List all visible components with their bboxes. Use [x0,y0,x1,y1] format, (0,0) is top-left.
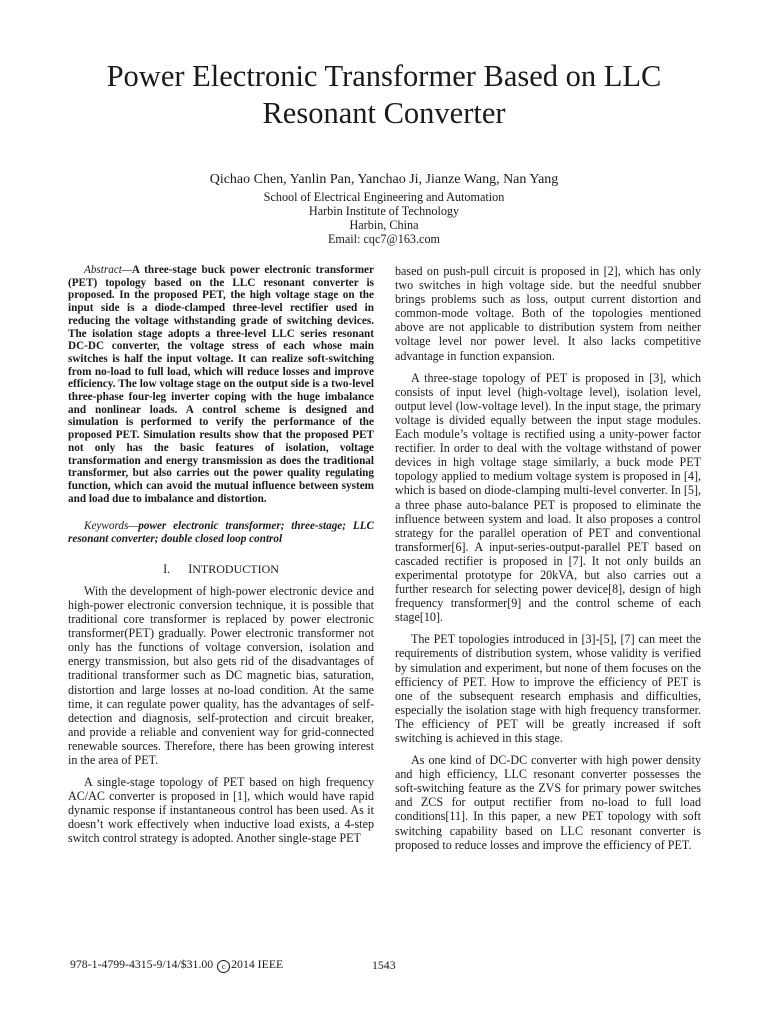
section-heading-introduction [68,562,374,576]
abstract-paragraph [68,264,374,505]
isbn-text: 978-1-4799-4315-9/14/$31.00 [70,957,214,971]
affiliation-email: Email: cqc7@163.com [327,232,441,247]
right-column [395,264,701,852]
copyright-icon: c [217,960,230,973]
title-line-1: Power Electronic Transformer Based on LLC [106,59,662,93]
keywords-lead: Keywords— [84,520,139,533]
left-column [68,264,374,846]
body-paragraph: A single-stage topology of PET based on high frequency AC/AC converter is proposed in [1], which would have rapid dynamic response if instantaneous control has been used. As it doesn’t work effectively when inductive load exists, a 4-step switch control strategy is adopted. Another single-stage PET [68,775,374,846]
abstract-lead: Abstract— [84,264,132,276]
affiliation-school: School of Electrical Engineering and Automation [263,190,505,204]
section-title-initial: I [188,561,193,576]
author-list: Qichao Chen, Yanlin Pan, Yanchao Ji, Jianze Wang, Nan Yang [209,172,559,187]
title-line-2: Resonant Converter [262,96,506,130]
keywords-paragraph [68,520,374,545]
body-paragraph: With the development of high-power electronic device and high-power electronic conversion technique, it is possible that traditional core transformer is replaced by power electronic transformer(PET) gradually. Power electronic transformer not only has the functions of voltage conversion, isolation and energy transmission, but also gets rid of the disadvantages of traditional transformer such as DC magnetic bias, saturation, distortion and large losses at no-load condition. At the same time, it can regulate power quality, has the advantages of self-detection and diagnosis, self-protection and circuit breaker, and provide a reliable and convenient way for grid-connected renewable sources. Therefore, there has been growing interest in the area of PET. [68,583,374,767]
body-paragraph: based on push-pull circuit is proposed in [2], which has only two switches in high voltage side. but the needful snubber brings problems such as loss, output current distortion and common-mode voltage. Both of the topologies mentioned above are not applicable to distribution system from neither voltage level nor power level. It also lacks competitive advantage in function expansion. [395,264,701,363]
body-paragraph: The PET topologies introduced in [3]-[5], [7] can meet the requirements of distribution system, whose validity is verified by simulation and experiment, but none of them focuses on the efficiency of PET. How to improve the efficiency of PET is one of the subsequent research emphasis and difficulties, especially the isolation stage with high frequency transformer. The efficiency of PET will be greatly increased if soft switching is achieved in this stage. [395,632,701,745]
body-paragraph: A three-stage topology of PET is proposed in [3], which consists of input level (high-voltage level), isolation level, output level (low-voltage level). In the input stage, the primary voltage is divided equally between the input stage modules. Each module’s voltage is rectified using a unity-power factor rectifier. In order to deal with the voltage withstand of power devices in high voltage stage similarly, a buck mode PET topology applied to medium voltage system is proposed in [4], which is based on diode-clamping multi-level converter. In [5], a three phase auto-balance PET is proposed to eliminate the influence between system and load. It also proposes a control strategy for the parallel operation of PET and conventional transformer[6]. A input-series-output-parallel PET based on cascaded rectifier is proposed in [7]. It not only builds an experimental prototype for 20kVA, but also carries out a further research for selecting power device[8], design of high frequency transformer[9] and the control scheme of each stage[10]. [395,370,701,625]
affiliation-institute: Harbin Institute of Technology [308,204,460,219]
affiliation-location: Harbin, China [349,218,419,233]
abstract-text: A three-stage buck power electronic transformer (PET) topology based on the LLC resonant converter is proposed. In the proposed PET, the high voltage stage on the input side is a diode-clamped three-level rectifier used in reducing the voltage withstanding grade of switching devices. The isolation stage adopts a three-level LLC series resonant DC-DC converter, the voltage stress of each whose main switches is half the input voltage. It can realize soft-switching from no-load to full load, which will reduce losses and improve efficiency. The low voltage stage on the output side is a two-level three-phase four-leg inverter coping with the huge imbalance and nonlinear loads. A control scheme is designed and simulation is performed to verify the performance of the proposed PET. Simulation results show that the proposed PET not only has the basic features of isolation, voltage transformation and energy transmission as does the traditional transformer, but also carries out the power quality regulating function, which can avoid the mutual influence between system and load due to imbalance and distortion. [68,264,374,505]
body-paragraph: As one kind of DC-DC converter with high power density and high efficiency, LLC resonant converter possesses the soft-switching feature as the ZVS for primary power switches and ZCS for output rectifier from no-load to full load conditions[11]. In this paper, a new PET topology with soft switching capability based on LLC resonant converter is proposed to reduce losses and improve the efficiency of PET. [395,753,701,852]
copyright-text: 2014 IEEE [231,957,284,971]
affiliation-block [0,190,768,246]
page-number: 1543 [372,958,396,972]
keywords-text: power electronic transformer; three-stage; LLC resonant converter; double closed loop control [68,520,374,546]
paper-title [40,58,728,132]
footer-isbn [70,957,283,973]
section-title-rest: NTRODUCTION [192,561,279,576]
section-number: I. [163,561,171,576]
